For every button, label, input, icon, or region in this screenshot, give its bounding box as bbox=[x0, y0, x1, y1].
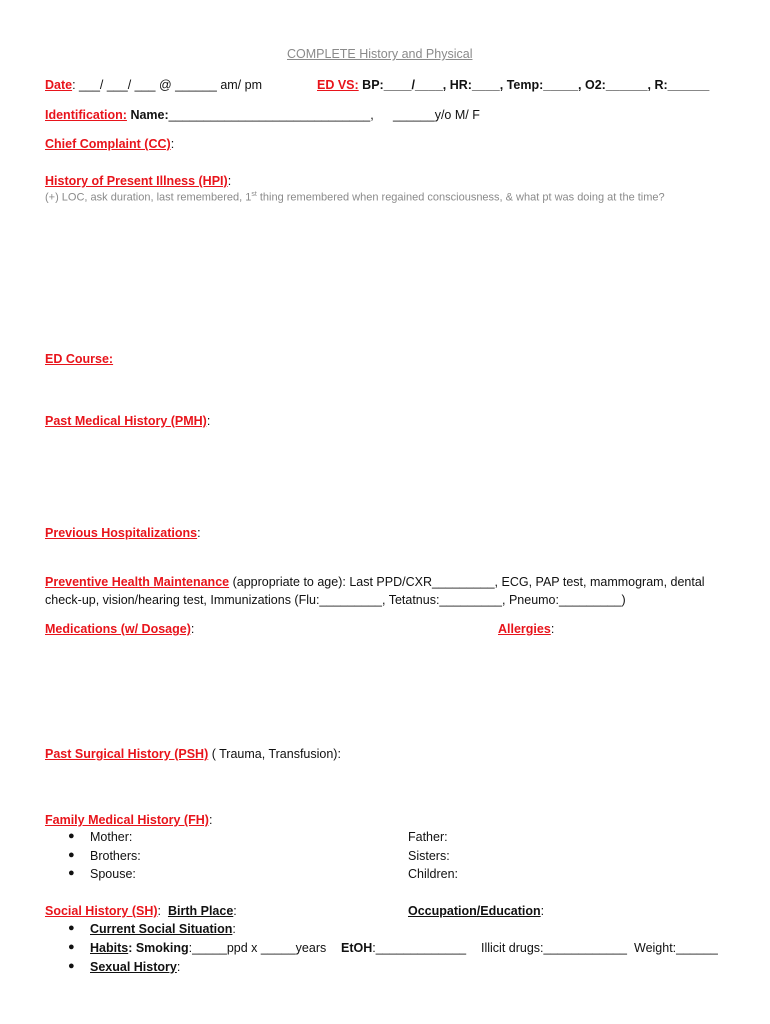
bullet-icon: ● bbox=[68, 830, 75, 842]
etoh-field[interactable]: :_____________ bbox=[372, 941, 467, 955]
fh-brothers[interactable]: Brothers: bbox=[90, 849, 141, 863]
fh-colon: : bbox=[208, 813, 213, 827]
fh-heading bbox=[45, 813, 212, 827]
fh-children[interactable]: Children: bbox=[408, 867, 459, 881]
etoh-row bbox=[341, 941, 466, 955]
hpi-note-sup: st bbox=[251, 191, 257, 198]
hpi-label: History of Present Illness (HPI) bbox=[45, 174, 228, 188]
allergies-colon: : bbox=[550, 622, 555, 636]
identification-row bbox=[45, 108, 374, 122]
fh-father[interactable]: Father: bbox=[408, 830, 448, 844]
habits-label: Habits bbox=[90, 941, 129, 955]
psh-rest: ( Trauma, Transfusion): bbox=[208, 747, 341, 761]
bullet-icon: ● bbox=[68, 941, 75, 953]
fh-sisters[interactable]: Sisters: bbox=[408, 849, 450, 863]
bullet-icon: ● bbox=[68, 849, 75, 861]
medications-label: Medications (w/ Dosage) bbox=[45, 622, 191, 636]
identification-label: Identification: bbox=[45, 108, 127, 122]
current-social-colon: : bbox=[232, 922, 236, 936]
etoh-label: EtOH bbox=[341, 941, 373, 955]
psh-label: Past Surgical History (PSH) bbox=[45, 747, 209, 761]
fh-label: Family Medical History (FH) bbox=[45, 813, 209, 827]
allergies-heading bbox=[498, 622, 554, 636]
fh-spouse[interactable]: Spouse: bbox=[90, 867, 136, 881]
medications-heading bbox=[45, 622, 194, 636]
hpi-heading bbox=[45, 174, 231, 188]
name-field[interactable]: _____________________________, bbox=[168, 108, 374, 122]
sh-colon: : bbox=[157, 904, 162, 918]
smoking-label: : Smoking bbox=[128, 941, 189, 955]
weight-field[interactable]: Weight:______ bbox=[634, 941, 718, 955]
chief-complaint bbox=[45, 137, 174, 151]
ed-vs-label: ED VS: bbox=[317, 78, 359, 92]
sexual-history-row bbox=[90, 960, 180, 974]
smoking-field[interactable]: :_____ppd x _____years bbox=[188, 941, 327, 955]
habits-row bbox=[90, 941, 326, 955]
hpi-note bbox=[45, 191, 665, 204]
hpi-note-b: thing remembered when regained consciousness, & what pt was doing at the time? bbox=[256, 191, 665, 204]
age-sex-field[interactable]: ______y/o M/ F bbox=[393, 108, 480, 122]
occupation-heading bbox=[408, 904, 544, 918]
current-social-row bbox=[90, 922, 236, 936]
bullet-icon: ● bbox=[68, 867, 75, 879]
current-social-label: Current Social Situation bbox=[90, 922, 233, 936]
prev-hosp-label: Previous Hospitalizations bbox=[45, 526, 198, 540]
ed-course-label: ED Course: bbox=[45, 352, 114, 366]
occupation-label: Occupation/Education bbox=[408, 904, 541, 918]
occupation-colon: : bbox=[540, 904, 545, 918]
pmh-colon: : bbox=[206, 414, 211, 428]
hpi-colon: : bbox=[227, 174, 232, 188]
sexual-history-colon: : bbox=[176, 960, 181, 974]
hpi-note-a: (+) LOC, ask duration, last remembered, 1 bbox=[45, 191, 252, 204]
illicit-drugs-field[interactable]: Illicit drugs:____________ bbox=[481, 941, 627, 955]
allergies-label: Allergies bbox=[498, 622, 551, 636]
medications-colon: : bbox=[190, 622, 195, 636]
date-label: Date bbox=[45, 78, 73, 92]
bullet-icon: ● bbox=[68, 960, 75, 972]
pmh-label: Past Medical History (PMH) bbox=[45, 414, 207, 428]
pmh-heading bbox=[45, 414, 210, 428]
prev-hosp-colon: : bbox=[197, 526, 201, 540]
date-value[interactable]: : ___/ ___/ ___ @ ______ am/ pm bbox=[72, 78, 262, 92]
cc-label: Chief Complaint (CC) bbox=[45, 137, 171, 151]
cc-colon: : bbox=[170, 137, 175, 151]
fh-mother[interactable]: Mother: bbox=[90, 830, 133, 844]
date-row bbox=[45, 78, 262, 92]
bullet-icon: ● bbox=[68, 922, 75, 934]
vitals-fields[interactable]: BP:____/____, HR:____, Temp:_____, O2:______, R:______ bbox=[362, 78, 710, 92]
birth-place-label: Birth Place bbox=[167, 904, 234, 918]
sexual-history-label: Sexual History bbox=[90, 960, 177, 974]
page-title: COMPLETE History and Physical bbox=[287, 47, 473, 61]
phm-line-1 bbox=[45, 575, 705, 589]
ed-vitals bbox=[317, 78, 709, 92]
sh-label: Social History (SH) bbox=[45, 904, 158, 918]
birth-place-colon: : bbox=[233, 904, 237, 918]
phm-line1-rest[interactable]: (appropriate to age): Last PPD/CXR_________, ECG, PAP test, mammogram, dental bbox=[229, 575, 705, 589]
prev-hosp-heading bbox=[45, 526, 201, 540]
sh-heading bbox=[45, 904, 237, 918]
name-label: Name: bbox=[130, 108, 169, 122]
phm-label: Preventive Health Maintenance bbox=[45, 575, 230, 589]
psh-heading bbox=[45, 747, 341, 761]
phm-line-2[interactable]: check-up, vision/hearing test, Immunizations (Flu:_________, Tetatnus:_________, Pneumo:_________) bbox=[45, 593, 626, 607]
